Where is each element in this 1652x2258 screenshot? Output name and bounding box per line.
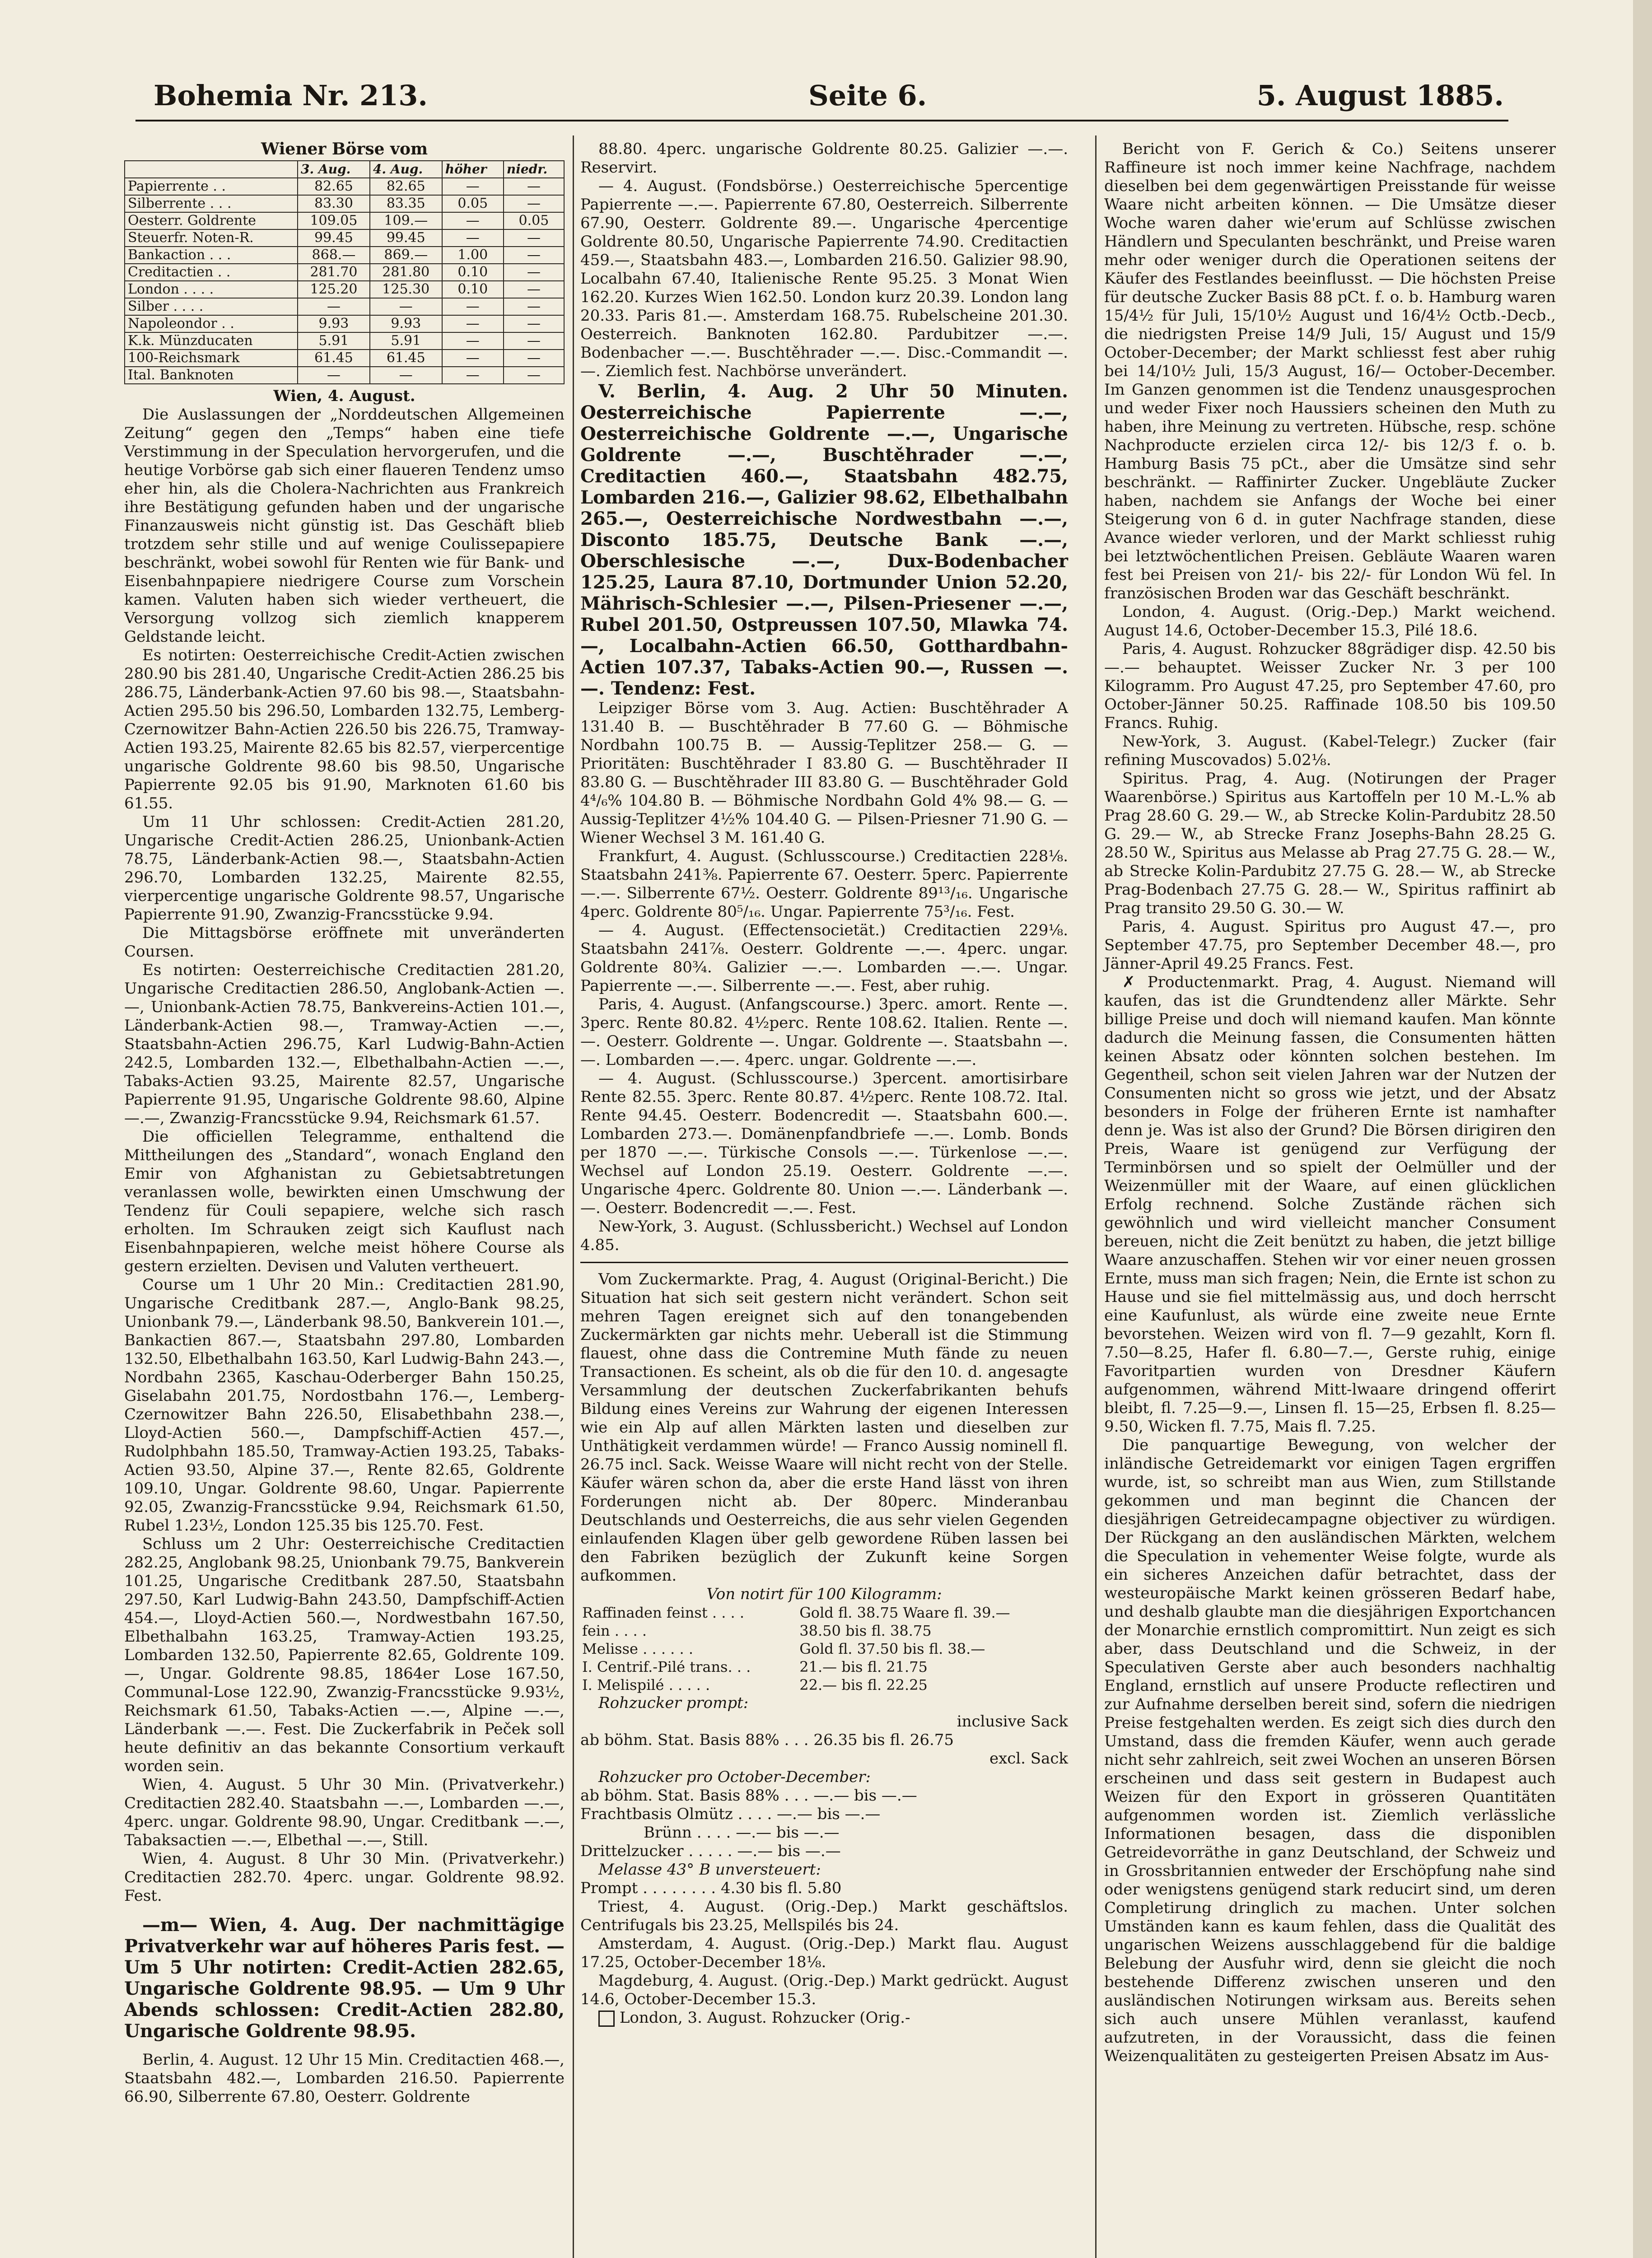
cell: 109.05 — [298, 212, 370, 229]
cell: — — [442, 367, 504, 384]
dateline: Wien, 4. August. — [273, 387, 415, 405]
cell: — — [504, 195, 564, 212]
paragraph: Spiritus. Prag, 4. Aug. (Notirungen der Prager Waarenbörse.) Spiritus aus Kartoffeln per 10 M.-L.% ab Prag 28.60 G. 29.— W., ab Strecke Kolin-Pardubitz 28.50 G. 29.— W., ab Strecke Franz Josephs-Bahn 28.25 G. 28.50 W., Spiritus aus Melasse ab Prag 27.75 G. 28.— W., ab Strecke Kolin-Pardubitz 27.75 G. 28.— W., ab Strecke Prag-Bodenbach 27.75 G. 28.— W., Spiritus raffinirt ab Prag transito 29.50 G. 30.— W. — [1104, 770, 1556, 917]
price-note: inclusive Sack — [957, 1712, 1068, 1731]
bold-paragraph: V. Berlin, 4. Aug. 2 Uhr 50 Minuten. Oesterreichische Papierrente —.—, Oesterreichische Goldrente —.—, Ungarische Goldrente —.—, Buschtěhrader —.—, Creditactien 460.—, Staatsbahn 482.75, Lombarden 216.—, Galizier 98.62, Elbethalbahn 265.—, Oesterreichische Nordwestbahn —.—, Disconto 185.75, Deutsche Bank —.—, Oberschlesische —.—, Dux-Bodenbacher 125.25, Laura 87.10, Dortmunder Union 52.20, Mährisch-Schlesier —.—, Pilsen-Priesener —.—, Rubel 201.50, Ostpreussen 107.50, Mlawka 74.—, Localbahn-Actien 66.50, Gotthardbahn-Actien 107.37, Tabaks-Actien 90.—, Russen —.—. Tendenz: Fest. — [580, 381, 1068, 699]
table-row — [125, 332, 564, 350]
paragraph: — 4. August. (Schlusscourse.) 3percent. amortisirbare Rente 82.55. 3perc. Rente 80.87. 4½perc. Rente 108.72. Ital. Rente 94.45. Oesterr. Bodencredit —. Staatsbahn 600.—. Lombarden 273.—. Domänenpfandbriefe —.—. Lomb. Bonds per 1870 —.—. Türkische Consols —.—. Türkenlose —.—. Wechsel auf London 25.19. Oesterr. Goldrente —.—. Ungarische 4perc. Goldrente 80. Union —.—. Länderbank —.—. Oesterr. Bodencredit —.—. Fest. — [580, 1069, 1068, 1217]
table-row — [125, 298, 564, 315]
cell: 0.05 — [442, 195, 504, 212]
table-row — [125, 195, 564, 212]
row-label: Oesterr. Goldrente — [125, 212, 298, 229]
cell: — — [504, 367, 564, 384]
row-label: Silberrente . . . — [125, 195, 298, 212]
table-row — [580, 1658, 1068, 1676]
table-row — [580, 1676, 1068, 1694]
cell: — — [298, 298, 370, 315]
paragraph: Triest, 4. August. (Orig.-Dep.) Markt geschäftslos. Centrifugals bis 23.25, Mellspilés bis 24. — [580, 1898, 1068, 1934]
row-label: Napoleondor . . — [125, 315, 298, 332]
header-issue: Bohemia Nr. 213. — [154, 79, 428, 112]
paragraph: Wien, 4. August. 8 Uhr 30 Min. (Privatverkehr.) Creditactien 282.70. 4perc. ungar. Goldrente 98.92. Fest. — [124, 1850, 565, 1905]
paragraph: Course um 1 Uhr 20 Min.: Creditactien 281.90, Ungarische Creditbank 287.—, Anglo-Bank 98.25, Unionbank 79.—, Länderbank 98.50, Bankverein 101.—, Bankactien 867.—, Staatsbahn 297.80, Lombarden 132.50, Elbethalbahn 163.50, Karl Ludwig-Bahn 243.—, Nordbahn 2365, Kaschau-Oderberger Bahn 150.25, Giselabahn 201.75, Nordostbahn 176.—, Lemberg-Czernowitzer Bahn 226.50, Elisabethbahn 238.—, Lloyd-Actien 560.—, Dampfschiff-Actien 457.—, Rudolphbahn 185.50, Tramway-Actien 193.25, Tabaks-Actien 93.50, Alpine 37.—, Rente 82.65, Goldrente 109.10, Ungar. Goldrente 98.60, Ungar. Papierrente 92.05, Zwanzig-Francsstücke 9.94, Reichsmark 61.50, Rubel 1.23½, London 125.35 bis 125.70. Fest. — [124, 1276, 565, 1535]
price-table-title: Von notirt für 100 Kilogramm: — [706, 1585, 942, 1603]
cell: 61.45 — [298, 350, 370, 367]
table-row — [580, 1622, 1068, 1640]
column-separator-1 — [573, 135, 574, 2258]
row-label: fein . . . . — [582, 1622, 647, 1639]
table-row — [580, 1640, 1068, 1658]
page-header — [154, 79, 1504, 122]
paragraph: Paris, 4. August. Rohzucker 88grädiger disp. 42.50 bis —.— behauptet. Weisser Zucker Nr. 3 per 100 Kilogramm. Pro August 47.25, pro September 47.60, pro October-Jänner 50.25. Raffinade 108.50 bis 109.50 Francs. Ruhig. — [1104, 640, 1556, 732]
cell: — — [442, 332, 504, 350]
cell: 38.50 bis fl. 38.75 — [799, 1622, 932, 1639]
table-row — [125, 315, 564, 332]
section-divider — [580, 1262, 1068, 1263]
cell: 1.00 — [442, 247, 504, 264]
price-line: Drittelzucker . . . . . —.— bis —.— — [580, 1842, 841, 1860]
paragraph-text: London, 3. August. Rohzucker (Orig.- — [619, 2009, 910, 2027]
cell: 281.70 — [298, 264, 370, 281]
scan-edge — [1633, 0, 1652, 2258]
exchange-col-head: höher — [442, 161, 504, 178]
price-line: Prompt . . . . . . . . 4.30 bis fl. 5.80 — [580, 1879, 842, 1897]
paragraph: Bericht von F. Gerich & Co.) Seitens unserer Raffineure ist noch immer keine Nachfrage, nachdem dieselben bei dem gegenwärtigen Preisstande für weisse Waare nicht arbeiten können. — Die Umsätze dieser Woche waren daher wie'erum auf Schlüsse zwischen Händlern und Speculanten beschränkt, und Preise waren mehr oder weniger durch die Operationen seitens der Käufer des Festlandes beeinflusst. — Die höchsten Preise für deutsche Zucker Basis 88 pCt. f. o. b. Hamburg waren 15/4½ für Juli, 15/10½ August und 16/4½ Octb.-Decb., die niedrigsten Preise 14/9 Juli, 15/ August und 15/9 October-December; der Markt schliesst fest aber ruhig bei 14/10½ Juli, 15/3 August, 16/— October-December. Im Ganzen genommen ist die Tendenz unausgesprochen und weder Fixer noch Haussiers scheinen den Muth zu haben, ihre Meinung zu vertreten. Hübsche, resp. schöne Nachproducte erzielen circa 12/- bis 12/3 f. o. b. Hamburg Basis 75 pCt., aber die Umsätze sind sehr beschränkt. — Raffinirter Zucker. Ungebläute Zucker haben, nachdem sie Anfangs der Woche bei einer Steigerung von 6 d. in guter Nachfrage standen, diese Avance wieder verloren, und der Markt schliesst ruhig bei letztwöchentlichen Preisen. Gebläute Waaren waren fest bei Preisen von 21/- bis 22/- für London Wü fel. In französischen Broden war das Geschäft beschränkt. — [1104, 140, 1556, 602]
cell: — — [442, 212, 504, 229]
column-separator-2 — [1095, 135, 1097, 2258]
cell: 82.65 — [298, 178, 370, 195]
cell: 21.— bis fl. 21.75 — [799, 1658, 928, 1675]
cell: — — [442, 229, 504, 247]
cell: 83.35 — [370, 195, 442, 212]
column-1 — [124, 140, 565, 2106]
cell: 5.91 — [370, 332, 442, 350]
cell: 0.10 — [442, 264, 504, 281]
row-label: I. Centrif.-Pilé trans. . . — [582, 1658, 751, 1675]
cell: 869.— — [370, 247, 442, 264]
price-line: ab böhm. Stat. Basis 88% . . . 26.35 bis fl. 26.75 — [580, 1731, 954, 1749]
paragraph: Amsterdam, 4. August. (Orig.-Dep.) Markt flau. August 17.25, October-December 18⅛. — [580, 1935, 1068, 1971]
paragraph: Es notirten: Oesterreichische Creditactien 281.20, Ungarische Creditactien 286.50, Anglobank-Actien —.—, Unionbank-Actien 78.75, Bankvereins-Actien 101.—, Länderbank-Actien 98.—, Tramway-Actien —.—, Staatsbahn-Actien 296.75, Karl Ludwig-Bahn-Actien 242.5, Lombarden 132.—, Elbethalbahn-Actien —.—, Tabaks-Actien 93.25, Mairente 82.57, Ungarische Papierrente 91.95, Ungarische Goldrente 98.60, Alpine —.—, Zwanzig-Francsstücke 9.94, Reichsmark 61.57. — [124, 961, 565, 1127]
table-row — [125, 212, 564, 229]
subsection-label: Rohzucker pro October-December: — [598, 1768, 871, 1786]
cell: — — [504, 229, 564, 247]
cell: — — [298, 367, 370, 384]
cell: — — [370, 367, 442, 384]
paragraph: Paris, 4. August. (Anfangscourse.) 3perc. amort. Rente —. 3perc. Rente 80.82. 4½perc. Rente 108.62. Italien. Rente —.—. Oesterr. Goldrente —. Ungar. Goldrente —. Staatsbahn —.—. Lombarden —.—. 4perc. ungar. Goldrente —.—. — [580, 995, 1068, 1069]
subsection-label: Melasse 43° B unversteuert: — [598, 1861, 821, 1879]
row-label: Silber . . . . — [125, 298, 298, 315]
cell: 82.65 — [370, 178, 442, 195]
table-row — [125, 264, 564, 281]
price-note: excl. Sack — [989, 1749, 1068, 1768]
row-label: Bankaction . . . — [125, 247, 298, 264]
row-label: Steuerfr. Noten-R. — [125, 229, 298, 247]
exchange-col-name — [125, 161, 298, 178]
cell: — — [504, 350, 564, 367]
paragraph: Um 11 Uhr schlossen: Credit-Actien 281.20, Ungarische Credit-Actien 286.25, Unionbank-Actien 78.75, Länderbank-Actien 98.—, Staatsbahn-Actien 296.70, Lombarden 132.25, Mairente 82.55, vierpercentige ungarische Goldrente 98.57, Ungarische Papierrente 91.90, Zwanzig-Francsstücke 9.94. — [124, 813, 565, 924]
table-row — [125, 178, 564, 195]
paragraph: Es notirten: Oesterreichische Credit-Actien zwischen 280.90 bis 281.40, Ungarische Credit-Actien 286.25 bis 286.75, Länderbank-Actien 97.60 bis 98.—, Staatsbahn-Actien 295.50 bis 296.50, Lombarden 132.75, Lemberg-Czernowitzer Bahn-Actien 226.50 bis 226.75, Tramway-Actien 193.25, Mairente 82.65 bis 82.57, vierpercentige ungarische Goldrente 98.60 bis 98.50, Ungarische Papierrente 92.05 bis 91.90, Marknoten 61.60 bis 61.55. — [124, 646, 565, 812]
exchange-table — [124, 160, 565, 384]
paragraph: Paris, 4. August. Spiritus pro August 47.—, pro September 47.75, pro September December 48.—, pro Jänner-April 49.25 Francs. Fest. — [1104, 918, 1556, 973]
cell: Gold fl. 37.50 bis fl. 38.— — [799, 1640, 985, 1657]
cell: 9.93 — [298, 315, 370, 332]
row-label: Melisse . . . . . . — [582, 1640, 694, 1657]
row-label: Raffinaden feinst . . . . — [582, 1604, 745, 1621]
paragraph: ✗ Productenmarkt. Prag, 4. August. Niemand will kaufen, das ist die Grundtendenz aller Märkte. Sehr billige Preise und doch will niemand kaufen. Man könnte dadurch die Meinung fassen, die Consumenten hätten keinen Absatz oder könnten solchen bestehen. Im Gegentheil, schon seit vielen Jahren war der Nutzen der Consumenten nicht so gross wie jetzt, und der Absatz besonders in Folge der früheren Ernte ist namhafter denn je. Was ist also der Grund? Die Börsen dirigiren den Preis, Waare ist genügend zur Verfügung der Terminbörsen und so spielt der Oelmüller und der Weizenmüller mit der Waare, auf einen glücklichen Erfolg rechnend. Solche Zustände rächen sich gewöhnlich und wird vielleicht mancher Consument bereuen, nicht die Zeit benützt zu haben, die jetzt billige Waare anzuschaffen. Stehen wir vor einer neuen grossen Ernte, muss man sich fragen; Nein, die Ernte ist schon zu Hause und sie fiel mittelmässig aus, und doch herrscht eine Kaufunlust, als würde eine zweite neue Ernte bevorstehen. Weizen wird von fl. 7—9 gezahlt, Korn fl. 7.50—8.25, Hafer fl. 6.80—7.—, Gerste ruhig, einige Favoritpartien wurden von Dresdner Käufern aufgenommen, während Mitt-lwaare dringend offerirt bleibt, fl. 7.25—9.—, Linsen fl. 15—25, Erbsen fl. 8.25—9.50, Wicken fl. 7.75, Mais fl. 7.25. — [1104, 973, 1556, 1436]
exchange-col-head: 3. Aug. — [298, 161, 370, 178]
cell: 61.45 — [370, 350, 442, 367]
paragraph: Frankfurt, 4. August. (Schlusscourse.) Creditactien 228⅛. Staatsbahn 241⅜. Papierrente 67. Oesterr. 5perc. Papierrente —.—. Silberrente 67½. Oesterr. Goldrente 89¹³/₁₆. Ungarische 4perc. Goldrente 80⁵/₁₆. Ungar. Papierrente 75³/₁₆. Fest. — [580, 847, 1068, 921]
row-label: Ital. Banknoten — [125, 367, 298, 384]
header-page-number: Seite 6. — [808, 79, 927, 112]
cell: — — [504, 298, 564, 315]
paragraph: Die Auslassungen der „Norddeutschen Allgemeinen Zeitung“ gegen den „Temps“ haben eine tiefe Verstimmung in der Speculation hervorgerufen, und die heutige Vorbörse gab sich einer flaueren Tendenz umso eher hin, als die Cholera-Nachrichten aus Frankreich ihre Bestätigung gefunden haben und der ungarische Finanzausweis nicht günstig ist. Das Geschäft blieb trotzdem sehr stille und auf wenige Coulissepapiere beschränkt, wobei sowohl für Renten wie für Bank- und Eisenbahnpapiere niedrigere Course zum Vorschein kamen. Valuten haben sich wieder vertheuert, die Versorgung vollzog sich ziemlich knapperem Geldstande leicht. — [124, 406, 565, 646]
cell: 125.30 — [370, 281, 442, 298]
table-row — [125, 367, 564, 384]
cell: 281.80 — [370, 264, 442, 281]
row-label: Papierrente . . — [125, 178, 298, 195]
exchange-table-header — [125, 161, 564, 178]
table-row — [125, 229, 564, 247]
column-2 — [580, 140, 1068, 2027]
paragraph: — 4. August. (Effectensocietät.) Creditactien 229⅛. Staatsbahn 241⅞. Oesterr. Goldrente —.—. 4perc. ungar. Goldrente 80¾. Galizier —.—. Lombarden —.—. Ungar. Papierrente —.—. Silberrente —.—. Fest, aber ruhig. — [580, 921, 1068, 995]
paragraph: Berlin, 4. August. 12 Uhr 15 Min. Creditactien 468.—, Staatsbahn 482.—, Lombarden 216.50. Papierrente 66.90, Silberrente 67.80, Oesterr. Goldrente — [124, 2051, 565, 2106]
exchange-col-head: niedr. — [504, 161, 564, 178]
paragraph: Wien, 4. August. 5 Uhr 30 Min. (Privatverkehr.) Creditactien 282.40. Staatsbahn —.—, Lombarden —.—, 4perc. ungar. Goldrente 98.90, Ungar. Creditbank —.—, Tabaksactien —.—, Elbethal —.—, Still. — [124, 1776, 565, 1849]
price-line: ab böhm. Stat. Basis 88% . . . —.— bis —.— — [580, 1787, 917, 1805]
paragraph — [580, 2009, 1068, 2027]
exchange-col-head: 4. Aug. — [370, 161, 442, 178]
cell: — — [504, 178, 564, 195]
paragraph: Die officiellen Telegramme, enthaltend die Mittheilungen des „Standard“, wonach England den Emir von Afghanistan zu Gebietsabtretungen veranlassen wolle, bewirkten einen Umschwung der Tendenz für Couli sepapiere, welche sich rasch erholten. Im Schrauken zeigt sich Kauflust nach Eisenbahnpapieren, welche meist höhere Course als gestern erzielten. Devisen und Valuten vertheuert. — [124, 1128, 565, 1275]
cell: 5.91 — [298, 332, 370, 350]
paragraph: — 4. August. (Fondsbörse.) Oesterreichische 5percentige Papierrente —.—. Papierrente 67.80, Oesterreich. Silberrente 67.90, Oesterr. Goldrente 89.—. Ungarische 4percentige Goldrente 80.50, Ungarische Papierrente 74.90. Creditactien 459.—, Staatsbahn 483.—, Lombarden 216.50. Galizier 98.90, Localbahn 67.40, Italienische Rente 95.25. 3 Monat Wien 162.20. Kurzes Wien 162.50. London kurz 20.39. London lang 20.33. Paris 81.—. Amsterdam 168.75. Rubelscheine 201.30. Oesterreich. Banknoten 162.80. Pardubitzer —.—. Bodenbacher —.—. Buschtěhrader —.—. Disc.-Commandit —.—. Ziemlich fest. Nachbörse unverändert. — [580, 177, 1068, 380]
table-row — [125, 350, 564, 367]
cell: — — [370, 298, 442, 315]
header-rule — [135, 120, 1508, 121]
subsection-label: Rohzucker prompt: — [598, 1694, 749, 1712]
paragraph: Leipziger Börse vom 3. Aug. Actien: Buschtěhrader A 131.40 B. — Buschtěhrader B 77.60 G. — Böhmische Nordbahn 100.75 B. — Aussig-Teplitzer 258.— G. — Prioritäten: Buschtěhrader I 83.80 G. — Buschtěhrader II 83.80 G. — Buschtěhrader III 83.80 G. — Buschtěhrader Gold 4⁴/₆% 104.80 B. — Böhmische Nordbahn Gold 4% 98.— G. — Aussig-Teplitzer 4½% 104.40 G. — Pilsen-Priesner 71.90 G. — Wiener Wechsel 3 M. 161.40 G. — [580, 699, 1068, 847]
row-label: K.k. Münzducaten — [125, 332, 298, 350]
cell: 0.10 — [442, 281, 504, 298]
paragraph: New-York, 3. August. (Schlussbericht.) Wechsel auf London 4.85. — [580, 1218, 1068, 1254]
cell: 868.— — [298, 247, 370, 264]
cell: Gold fl. 38.75 Waare fl. 39.— — [799, 1604, 1010, 1621]
cell: — — [442, 178, 504, 195]
cell: 83.30 — [298, 195, 370, 212]
cell: — — [442, 298, 504, 315]
cell: — — [442, 315, 504, 332]
column-3 — [1104, 140, 1556, 2066]
row-label: London . . . . — [125, 281, 298, 298]
paragraph: Die Mittagsbörse eröffnete mit unveränderten Coursen. — [124, 924, 565, 961]
cell: — — [504, 332, 564, 350]
cell: 109.— — [370, 212, 442, 229]
cell: 0.05 — [504, 212, 564, 229]
cell: — — [442, 350, 504, 367]
row-label: I. Melispilé . . . . . — [582, 1676, 710, 1694]
paragraph: Die panquartige Bewegung, von welcher der inländische Getreidemarkt vor einigen Tagen ergriffen wurde, ist, so schreibt man aus Wien, zum Stillstande gekommen und man beginnt die Chancen der diesjährigen Getreidecampagne objectiver zu würdigen. Der Rückgang an den ausländischen Märkten, welchem die Speculation in vehementer Weise folgte, wurde als ein sicheres Anzeichen dafür betrachtet, dass der westeuropäische Markt keinen grösseren Bedarf habe, und deshalb glaubte man die diesjährigen Exportchancen der Monarchie ernstlich compromittirt. Nun zeigt es sich aber, dass Deutschland und die Schweiz, in der Speculativen Gerste aber auch besonders nachhaltig England, ernstlich auf unsere Producte reflectiren und zur Aufnahme derselben bereit sind, sofern die niedrigen Preise festgehalten werden. Es zeigt sich dies durch den Umstand, dass die fremden Käufer, wenn auch gerade nicht sehr zahlreich, seit zwei Wochen an unseren Börsen erscheinen und dass seit gestern in Budapest auch Weizen für den Export in grösseren Quantitäten aufgenommen worden ist. Ziemlich verlässliche Informationen besagen, dass die disponiblen Getreidevorräthe in ganz Deutschland, der Schweiz und in Grossbritannien entweder der Erschöpfung nahe sind oder wenigstens genügend stark reducirt sind, um deren Completirung dringlich zu machen. Unter solchen Umständen kann es kaum fehlen, dass die Qualität des ungarischen Weizens ausschlaggebend für die baldige Belebung der Ausfuhr wird, denn sie gleicht die noch bestehende Differenz zwischen unseren und den ausländischen Notirungen wirksam aus. Bereits sehen sich auch unsere Mühlen veranlasst, kaufend aufzutreten, in der Voraussicht, dass die feinen Weizenqualitäten zu gesteigerten Preisen Absatz im Aus- — [1104, 1436, 1556, 2065]
cell: — — [504, 281, 564, 298]
row-label: Creditactien . . — [125, 264, 298, 281]
cell: — — [504, 264, 564, 281]
exchange-table-title: Wiener Börse vom — [261, 140, 428, 159]
table-row — [580, 1604, 1068, 1622]
table-row — [125, 247, 564, 264]
paragraph: London, 4. August. (Orig.-Dep.) Markt weichend. August 14.6, October-December 15.3, Pilé 18.6. — [1104, 603, 1556, 639]
square-marker-icon — [598, 2011, 615, 2027]
cell: 125.20 — [298, 281, 370, 298]
cell: 22.— bis fl. 22.25 — [799, 1676, 928, 1694]
table-row — [125, 281, 564, 298]
sugar-price-table — [580, 1604, 1068, 1694]
cell: 99.45 — [298, 229, 370, 247]
paragraph: New-York, 3. August. (Kabel-Telegr.) Zucker (fair refining Muscovados) 5.02⅛. — [1104, 732, 1556, 769]
cell: — — [504, 247, 564, 264]
bold-paragraph: —m— Wien, 4. Aug. Der nachmittägige Privatverkehr war auf höheres Paris fest. — Um 5 Uhr notirten: Credit-Actien 282.65, Ungarische Goldrente 98.95. — Um 9 Uhr Abends schlossen: Credit-Actien 282.80, Ungarische Goldrente 98.95. — [124, 1914, 565, 2042]
price-line: Brünn . . . . —.— bis —.— — [644, 1824, 840, 1842]
paragraph: Vom Zuckermarkte. Prag, 4. August (Original-Bericht.) Die Situation hat sich seit gestern nicht verändert. Schon seit mehren Tagen ereignet sich auf den tonangebenden Zuckermärkten gar nichts mehr. Ueberall ist die Stimmung flauest, ohne dass die Contremine Muth fände zu neuen Transactionen. Es scheint, als ob die für den 10. d. angesagte Versammlung der deutschen Zuckerfabrikanten behufs Bildung eines Vereins zur Wahrung der eigenen Interessen wie ein Alp auf allen Märkten lasten und dieselben zur Unthätigkeit verdammen würde! — Franco Aussig nominell fl. 26.75 incl. Sack. Weisse Waare will nicht recht von der Stelle. Käufer wären schon da, aber die erste Hand lässt von ihren Forderungen nicht ab. Der 80perc. Minderanbau Deutschlands und Oesterreichs, die aus sehr vielen Gegenden einlaufenden Klagen über gelb gewordene Rüben lassen bei den Fabriken bezüglich der Zukunft keine Sorgen aufkommen. — [580, 1270, 1068, 1585]
paragraph: Magdeburg, 4. August. (Orig.-Dep.) Markt gedrückt. August 14.6, October-December 15.3. — [580, 1972, 1068, 2008]
row-label: 100-Reichsmark — [125, 350, 298, 367]
cell: 99.45 — [370, 229, 442, 247]
cell: — — [504, 315, 564, 332]
paragraph: Schluss um 2 Uhr: Oesterreichische Creditactien 282.25, Anglobank 98.25, Unionbank 79.75, Bankverein 101.25, Ungarische Creditbank 287.50, Staatsbahn 297.50, Karl Ludwig-Bahn 243.50, Dampfschiff-Actien 454.—, Lloyd-Actien 560.—, Nordwestbahn 167.50, Elbethalbahn 163.25, Tramway-Actien 193.25, Lombarden 132.50, Papierrente 82.65, Goldrente 109.—, Ungar. Goldrente 98.85, 1864er Lose 167.50, Communal-Lose 122.90, Zwanzig-Francsstücke 9.93½, Reichsmark 61.50, Tabaks-Actien —.—, Alpine —.—, Länderbank —.—. Fest. Die Zuckerfabrik in Peček soll heute definitiv an das bekannte Consortium verkauft worden sein. — [124, 1535, 565, 1775]
cell: 9.93 — [370, 315, 442, 332]
header-date: 5. August 1885. — [1256, 79, 1504, 112]
price-line: Frachtbasis Olmütz . . . . —.— bis —.— — [580, 1805, 881, 1823]
paragraph: 88.80. 4perc. ungarische Goldrente 80.25. Galizier —.—. Reservirt. — [580, 140, 1068, 177]
